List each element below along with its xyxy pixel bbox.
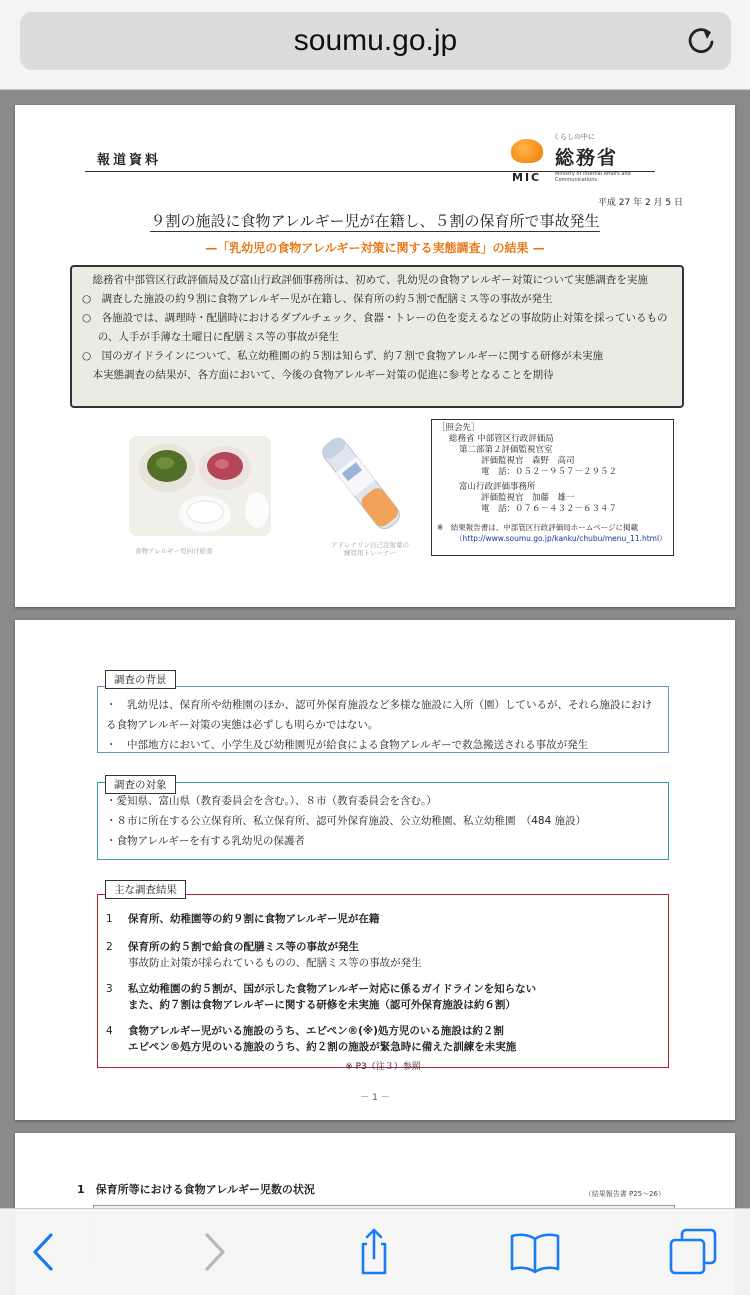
document-page-1	[15, 105, 735, 607]
target-item: ・８市に所在する公立保育所、私立保育所、認可外保育施設、公立幼稚園、私立幼稚園 （484 施設）	[106, 815, 587, 827]
section-title: 1 保育所等における食物アレルギー児数の状況	[77, 1183, 315, 1196]
reload-icon[interactable]	[685, 25, 717, 57]
tabs-icon[interactable]	[668, 1227, 718, 1277]
results-label: 主な調査結果	[105, 880, 186, 899]
result-note: ※ P3（注３）参照	[345, 1062, 421, 1072]
result-text: 食物アレルギー児がいる施設のうち、エピペン®(※)処方児のいる施設は約２割	[128, 1025, 504, 1037]
background-item: ・ 中部地方において、小学生及び幼稚園児が給食による食物アレルギーで救急搬送される事故が発生	[106, 739, 589, 751]
result-number: 4	[106, 1025, 113, 1037]
background-box	[97, 686, 669, 753]
result-item	[106, 981, 660, 1013]
result-text: 私立幼稚園の約５割が、国が示した食物アレルギー対応に係るガイドラインを知らない	[128, 983, 537, 995]
headline-text: ９割の施設に食物アレルギー児が在籍し、５割の保育所で事故発生	[150, 212, 600, 230]
result-detail: 事故防止対策が採られているものの、配膳ミス等の事故が発生	[128, 957, 422, 969]
contact-phone: 電 話：０７６－４３２－６３４７	[481, 504, 618, 514]
contact-person: 評価監視官 森野 高司	[481, 456, 575, 466]
results-box	[97, 894, 669, 1072]
address-bar[interactable]	[20, 12, 731, 70]
auto-injector-photo	[305, 430, 417, 540]
summary-line: ○ 国のガイドラインについて、私立幼稚園の約５割は知らず、約７割で食物アレルギーに関する研修が未実施	[82, 350, 604, 362]
section-reference: （結果報告書 P25～26）	[584, 1190, 665, 1198]
result-detail: エピペン®処方児のいる施設のうち、約２割の施設が緊急時に備えた訓練を未実施	[128, 1041, 517, 1053]
browser-bottom-toolbar	[0, 1208, 750, 1295]
summary-line: 総務省中部管区行政評価局及び富山行政評価事務所は、初めて、乳幼児の食物アレルギー対策について実態調査を実施	[82, 274, 648, 286]
contact-heading: ［照会先］	[437, 423, 480, 433]
result-number: 1	[106, 913, 113, 925]
forward-icon[interactable]	[188, 1227, 238, 1277]
mic-subtitle: Ministry of Internal Affairs and Communications	[555, 171, 631, 183]
summary-line: ○ 各施設では、調理時・配膳時におけるダブルチェック、食器・トレーの色を変えるなどの事故防止対策を採っているものの、人手が手薄な土曜日に配膳ミス等の事故が発生	[82, 312, 668, 343]
summary-line: ○ 調査した施設の約９割に食物アレルギー児が在籍し、保育所の約５割で配膳ミス等の事故が発生	[82, 293, 553, 305]
contact-dept: 第二部第２評価監視官室	[459, 445, 553, 455]
browser-top-bar	[0, 0, 750, 90]
document-page-2	[15, 620, 735, 1120]
contact-org: 富山行政評価事務所	[459, 482, 536, 492]
url-text[interactable]: soumu.go.jp	[293, 24, 458, 57]
report-link[interactable]: （http://www.soumu.go.jp/kanku/chubu/menu_11.html）	[455, 534, 667, 543]
target-box	[97, 782, 669, 860]
meal-photo-caption: 食物アレルギー児向け給食	[135, 547, 213, 555]
ministry-name: 総務省	[555, 147, 619, 169]
result-text: 保育所の約５割で給食の配膳ミス等の事故が発生	[128, 941, 359, 953]
result-number: 3	[106, 983, 113, 995]
target-item: ・食物アレルギーを有する乳幼児の保護者	[106, 835, 305, 847]
result-detail: また、約７割は食物アレルギーに関する研修を未実施（認可外保育施設は約６割）	[128, 999, 516, 1011]
contact-phone: 電 話：０５２－９５７－２９５２	[481, 467, 618, 477]
contact-box	[431, 419, 674, 556]
ministry-logo-icon	[511, 139, 543, 163]
back-icon[interactable]	[20, 1227, 70, 1277]
background-item: ・ 乳幼児は、保育所や幼稚園のほか、認可外保育施設など多様な施設に入所（園）しているが、それら施設における食物アレルギー対策の実態は必ずしも明らかではない。	[106, 699, 652, 731]
contact-org: 総務省 中部管区行政評価局	[449, 434, 554, 444]
mic-logo: MIC	[512, 171, 542, 184]
summary-line: 本実態調査の結果が、各方面において、今後の食物アレルギー対策の促進に参考となることを期待	[82, 369, 554, 381]
injector-photo-caption: アドレナリン自己注射薬の練習用トレーナー	[331, 541, 409, 557]
headline	[15, 210, 735, 231]
background-label: 調査の背景	[105, 670, 176, 689]
result-item	[106, 1023, 660, 1055]
release-date: 平成 27 年 2 月 5 日	[597, 198, 683, 208]
contact-note: ※ 結果報告書は、中部管区行政評価局ホームページに掲載	[437, 523, 639, 532]
press-release-label: 報道資料	[97, 153, 162, 168]
page-number: － 1 －	[360, 1093, 390, 1103]
share-icon[interactable]	[349, 1227, 399, 1277]
result-item	[106, 939, 660, 971]
contact-person: 評価監視官 加藤 雄一	[481, 493, 575, 503]
result-text: 保育所、幼稚園等の約９割に食物アレルギー児が在籍	[128, 913, 380, 925]
result-number: 2	[106, 941, 113, 953]
allergy-meal-photo	[125, 430, 275, 540]
target-label: 調査の対象	[105, 775, 176, 794]
bookmarks-icon[interactable]	[510, 1227, 560, 1277]
result-item	[106, 911, 660, 927]
target-item: ・愛知県、富山県（教育委員会を含む。）、８市（教育委員会を含む。）	[106, 795, 437, 807]
summary-box	[70, 265, 684, 408]
subheadline: —「乳幼児の食物アレルギー対策に関する実態調査」の結果 —	[205, 241, 545, 255]
logo-tagline: くらしの中に	[553, 133, 595, 141]
